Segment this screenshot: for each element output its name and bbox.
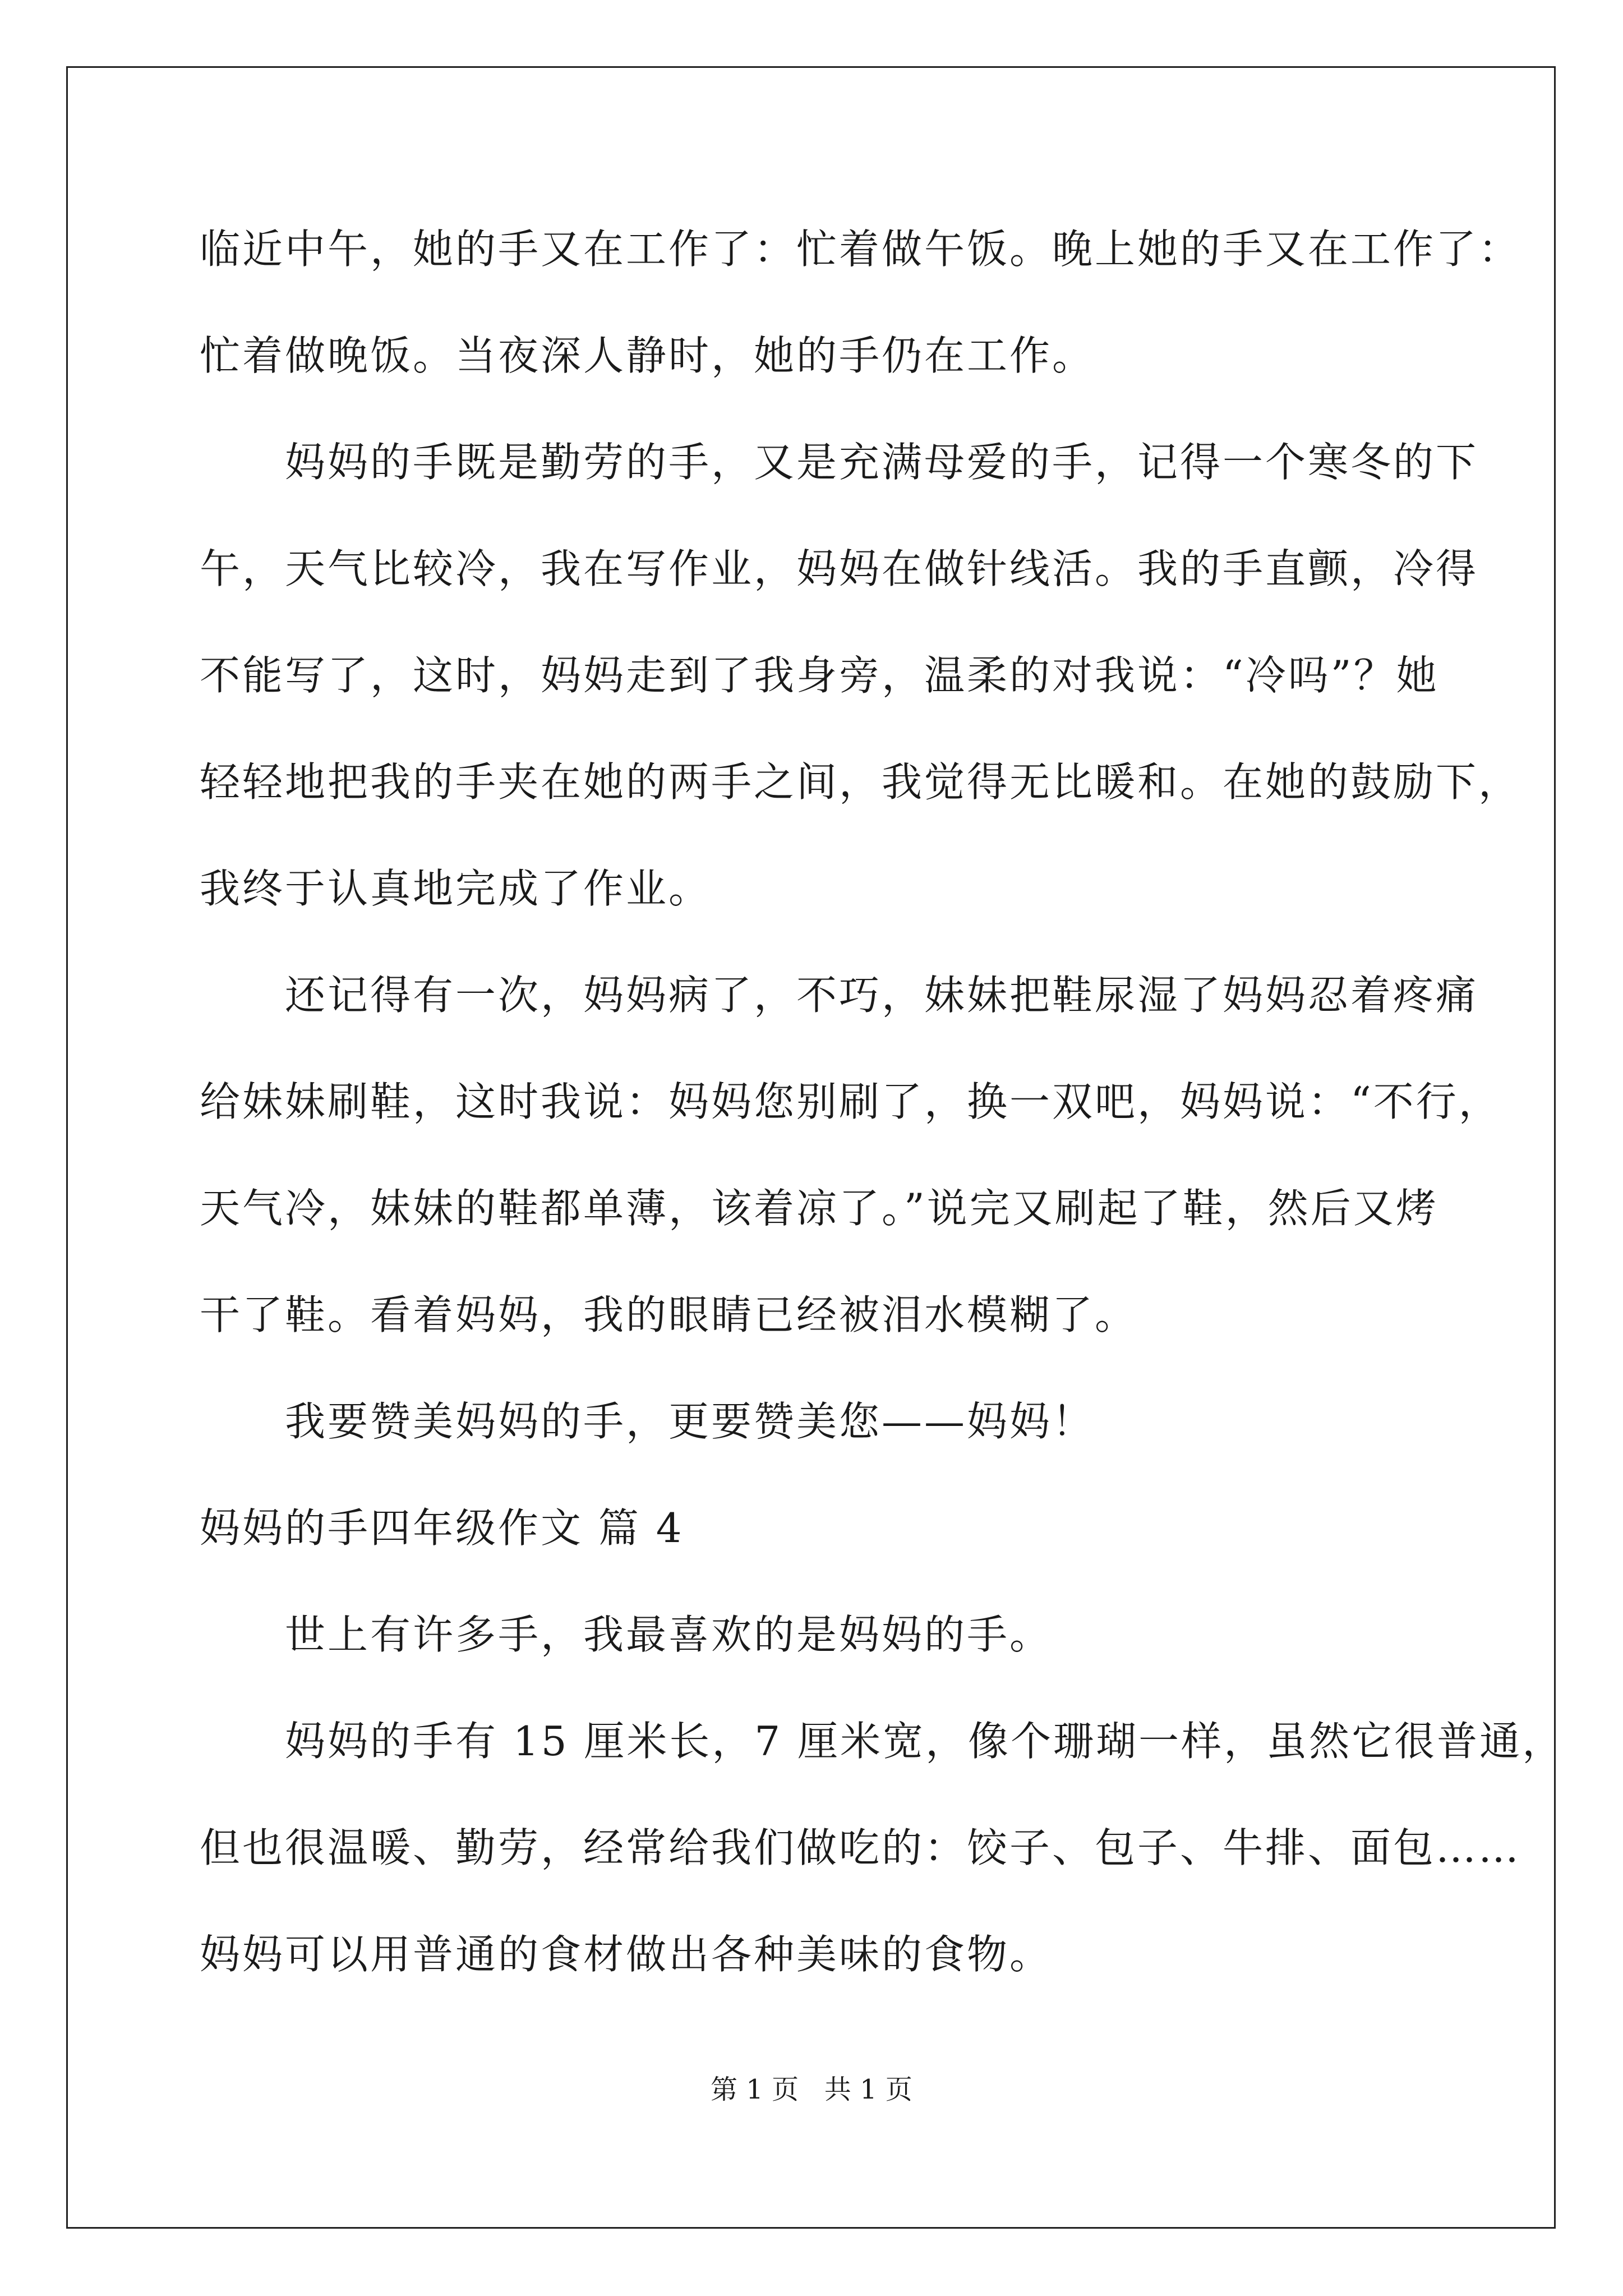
text-line: 我要赞美妈妈的手，更要赞美您——妈妈！: [200, 1398, 1095, 1445]
text-line: 干了鞋。看着妈妈，我的眼睛已经被泪水模糊了。: [200, 1291, 1138, 1338]
text-line: 但也很温暖、勤劳，经常给我们做吃的：饺子、包子、牛排、面包……: [200, 1824, 1521, 1871]
text-line: 不能写了，这时，妈妈走到了我身旁，温柔的对我说：“冷吗”？她: [200, 652, 1439, 699]
page-border: [66, 66, 1556, 2229]
text-line: 妈妈可以用普通的食材做出各种美味的食物。: [200, 1931, 1053, 1978]
text-line: 还记得有一次，妈妈病了，不巧，妹妹把鞋尿湿了妈妈忍着疼痛: [200, 972, 1479, 1019]
text-line: 我终于认真地完成了作业。: [200, 865, 712, 912]
text-line: 临近中午，她的手又在工作了：忙着做午饭。晚上她的手又在工作了：: [200, 226, 1521, 273]
page-footer: 第 1 页 共 1 页: [711, 2074, 912, 2105]
text-line: 轻轻地把我的手夹在她的两手之间，我觉得无比暖和。在她的鼓励下，: [200, 758, 1521, 806]
section-heading: 妈妈的手四年级作文 篇 4: [200, 1504, 684, 1552]
text-line: 世上有许多手，我最喜欢的是妈妈的手。: [200, 1611, 1053, 1658]
text-line: 忙着做晚饭。当夜深人静时，她的手仍在工作。: [200, 332, 1095, 379]
text-line: 给妹妹刷鞋，这时我说：妈妈您别刷了，换一双吧，妈妈说：“不行，: [200, 1078, 1501, 1125]
text-line: 天气冷，妹妹的鞋都单薄，该着凉了。”说完又刷起了鞋，然后又烤: [200, 1185, 1438, 1232]
text-line: 午，天气比较冷，我在写作业，妈妈在做针线活。我的手直颤，冷得: [200, 545, 1479, 592]
text-line: 妈妈的手有 15 厘米长，7 厘米宽，像个珊瑚一样，虽然它很普通，: [200, 1718, 1565, 1765]
text-line: 妈妈的手既是勤劳的手，又是充满母爱的手，记得一个寒冬的下: [200, 439, 1479, 486]
